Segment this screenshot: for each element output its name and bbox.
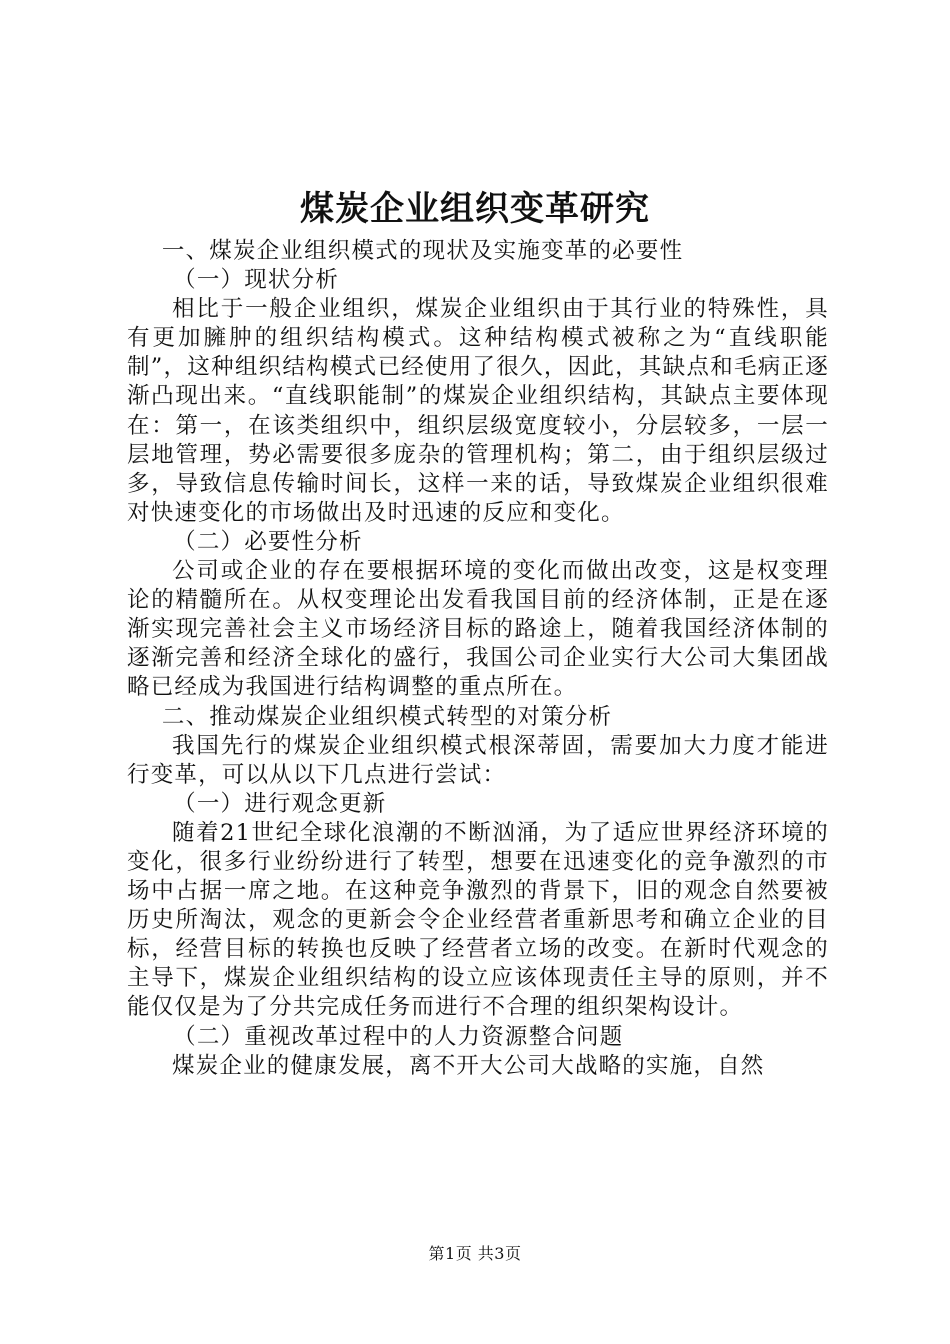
subsection-heading: （一）进行观念更新: [173, 790, 387, 817]
body-paragraph: 随着21世纪全球化浪潮的不断汹涌，为了适应世界经济环境的变化，很多行业纷纷进行了转型，想要在迅速变化的竞争激烈的市场中占据一席之地。在这种竞争激烈的背景下，旧的观念自然要被历史所淘汰，观念的更新会令企业经营者重新思考和确立企业的目标，经营目标的转换也反映了经营者立场的改变。在新时代观念的主导下，煤炭企业组织结构的设立应该体现责任主导的原则，并不能仅仅是为了分共完成任务而进行不合理的组织架构设计。: [127, 819, 829, 1021]
subsection-heading: （二）重视改革过程中的人力资源整合问题: [173, 1023, 624, 1050]
body-paragraph: 相比于一般企业组织，煤炭企业组织由于其行业的特殊性，具有更加臃肿的组织结构模式。这种结构模式被称之为“直线职能制”，这种组织结构模式已经使用了很久，因此，其缺点和毛病正逐渐凸现出来。“直线职能制”的煤炭企业组织结构，其缺点主要体现在：第一，在该类组织中，组织层级宽度较小，分层较多，一层一层地管理，势必需要很多庞杂的管理机构；第二，由于组织层级过多，导致信息传输时间长，这样一来的话，导致煤炭企业组织很难对快速变化的市场做出及时迅速的反应和变化。: [127, 296, 829, 526]
body-paragraph: 煤炭企业的健康发展，离不开大公司大战略的实施，自然: [172, 1052, 765, 1079]
body-paragraph: 公司或企业的存在要根据环境的变化而做出改变，这是权变理论的精髓所在。从权变理论出发看我国目前的经济体制，正是在逐渐实现完善社会主义市场经济目标的路途上，随着我国经济体制的逐渐完善和经济全球化的盛行，我国公司企业实行大公司大集团战略已经成为我国进行结构调整的重点所在。: [127, 558, 829, 701]
section-heading: 二、推动煤炭企业组织模式转型的对策分析: [161, 703, 613, 730]
body-paragraph: 我国先行的煤炭企业组织模式根深蒂固，需要加大力度才能进行变革，可以从以下几点进行尝试：: [127, 732, 829, 788]
page-number-footer: 第1页 共3页: [428, 1244, 522, 1263]
subsection-heading: （一）现状分析: [173, 267, 340, 294]
subsection-heading: （二）必要性分析: [173, 528, 363, 555]
document-body: [127, 237, 829, 1081]
document-title: 煤炭企业组织变革研究: [300, 189, 650, 229]
section-heading: 一、煤炭企业组织模式的现状及实施变革的必要性: [161, 238, 684, 264]
